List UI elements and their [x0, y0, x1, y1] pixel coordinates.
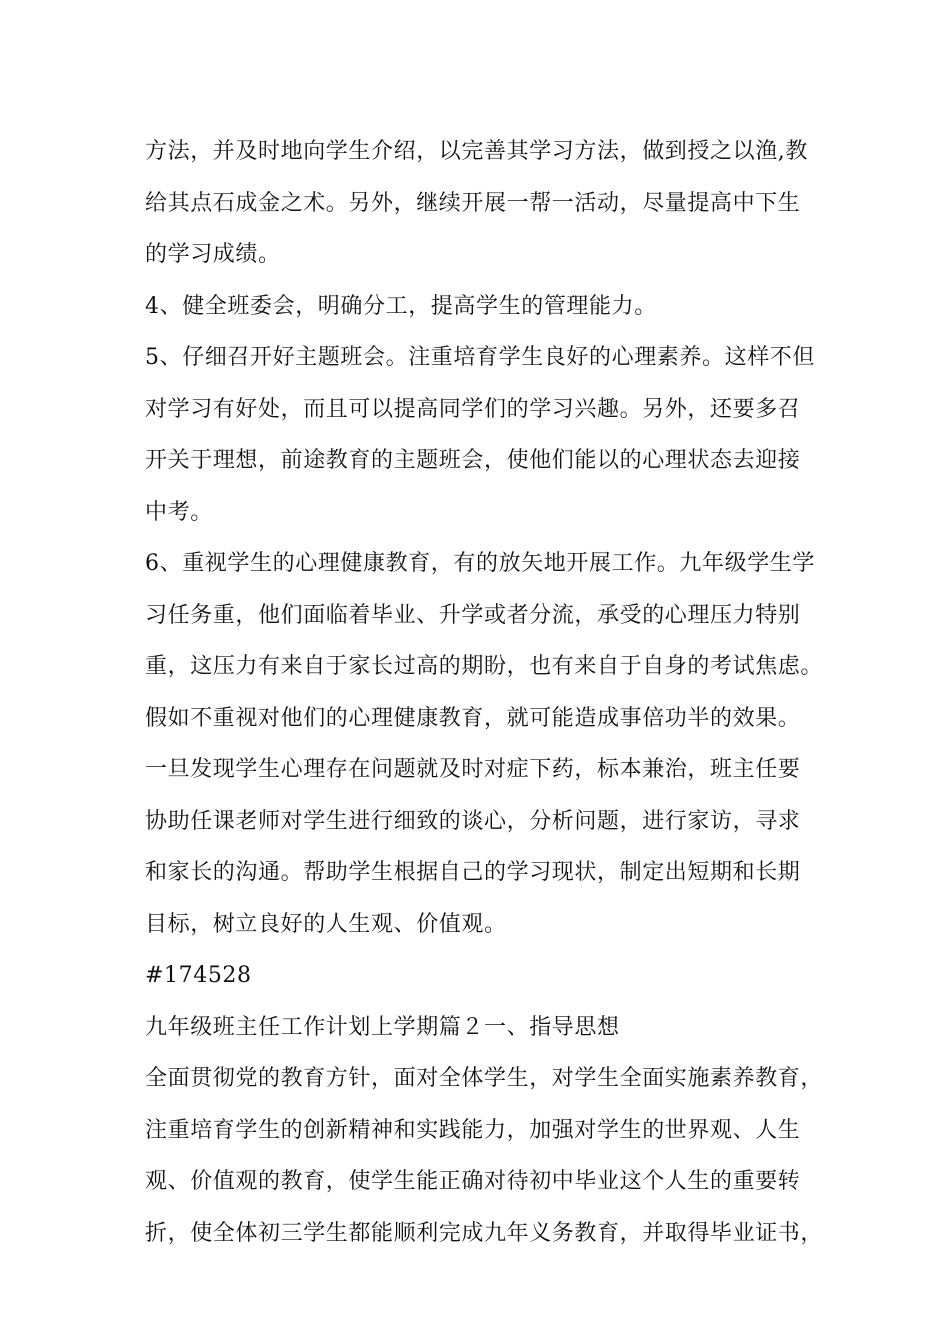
- list-item-5: 5、仔细召开好主题班会。注重培育学生良好的心理素养。这样不但: [145, 345, 815, 370]
- text-line: 一旦发现学生心理存在问题就及时对症下药，标本兼治，班主任要: [145, 757, 801, 782]
- text-line: 全面贯彻党的教育方针，面对全体学生，对学生全面实施素养教育，: [145, 1066, 824, 1091]
- text-line: 和家长的沟通。帮助学生根据自己的学习现状，制定出短期和长期: [145, 860, 801, 885]
- text-line: 目标，树立良好的人生观、价值观。: [145, 911, 507, 937]
- document-body: [145, 132, 825, 1265]
- text-line: 开关于理想，前途教育的主题班会，使他们能以的心理状态去迎接: [145, 448, 801, 473]
- list-item-4: 4、健全班委会，明确分工，提高学生的管理能力。: [145, 293, 657, 319]
- text-line: 假如不重视对他们的心理健康教育，就可能造成事倍功半的效果。: [145, 705, 801, 731]
- text-line: 注重培育学生的创新精神和实践能力，加强对学生的世界观、人生: [145, 1117, 801, 1143]
- section-heading: 九年级班主任工作计划上学期篇２一、指导思想: [145, 1014, 620, 1040]
- text-line: 协助任课老师对学生进行细致的谈心，分析问题，进行家访，寻求: [145, 808, 801, 834]
- text-line: 的学习成绩。: [145, 242, 281, 267]
- text-line: 给其点石成金之术。另外，继续开展一帮一活动，尽量提高中下生: [145, 190, 801, 216]
- text-line: 中考。: [145, 499, 213, 525]
- text-line: 重，这压力有来自于家长过高的期盼，也有来自于自身的考试焦虑。: [145, 654, 824, 679]
- text-line: 习任务重，他们面临着毕业、升学或者分流，承受的心理压力特别: [145, 602, 801, 628]
- document-id: #174528: [145, 963, 252, 988]
- text-line: 方法，并及时地向学生介绍，以完善其学习方法，做到授之以渔,教: [145, 139, 808, 164]
- text-line: 观、价值观的教育，使学生能正确对待初中毕业这个人生的重要转: [145, 1169, 801, 1194]
- text-line: 折，使全体初三学生都能顺利完成九年义务教育，并取得毕业证书，: [145, 1220, 824, 1246]
- list-item-6: 6、重视学生的心理健康教育，有的放矢地开展工作。九年级学生学: [145, 551, 815, 576]
- text-line: 对学习有好处，而且可以提高同学们的学习兴趣。另外，还要多召: [145, 396, 801, 422]
